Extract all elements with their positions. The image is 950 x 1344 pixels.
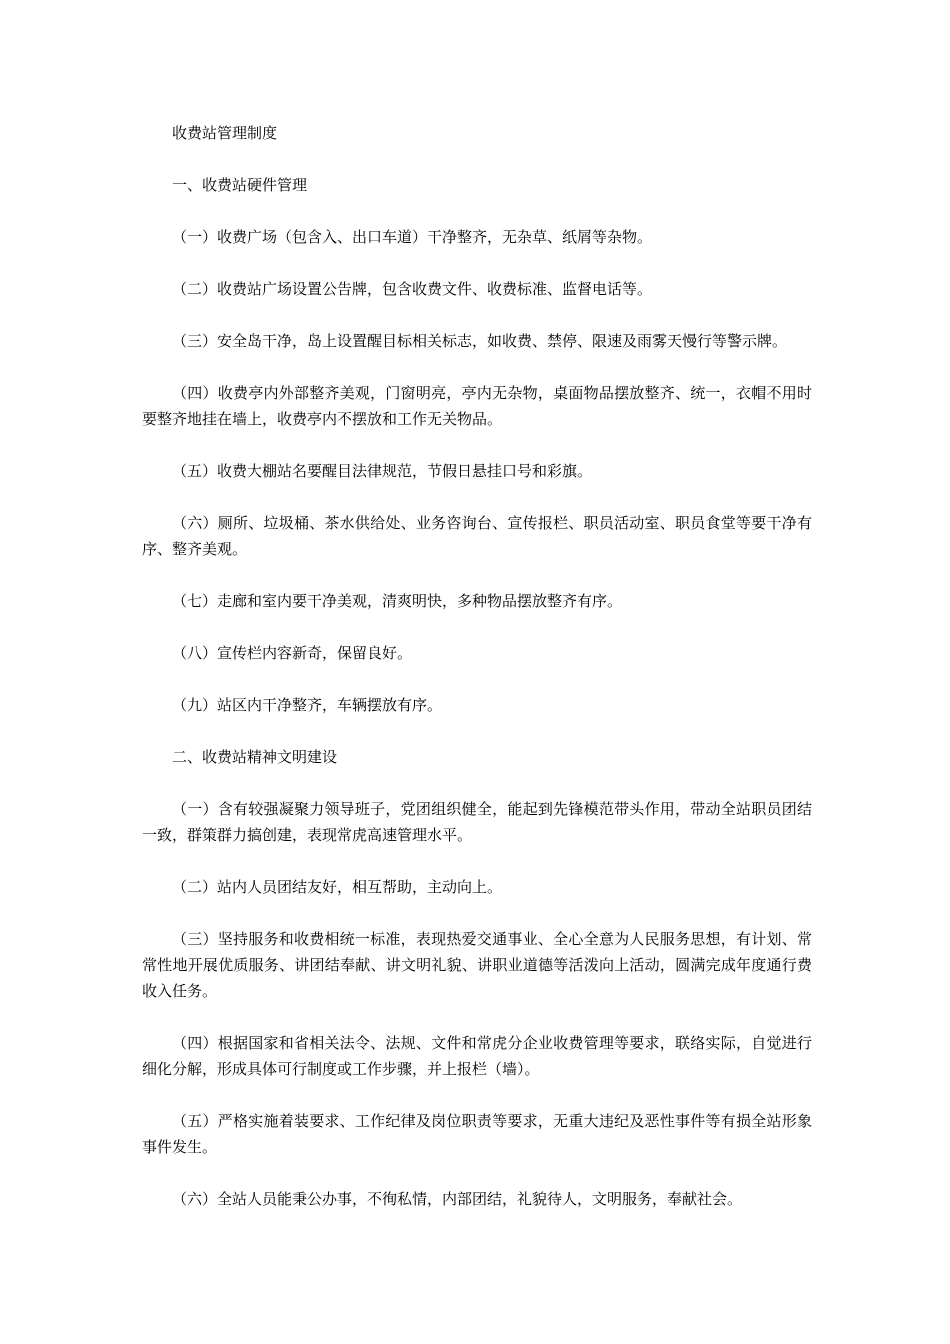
paragraph: （三）坚持服务和收费相统一标准，表现热爱交通事业、全心全意为人民服务思想，有计划、常常性地开展优质服务、讲团结奉献、讲文明礼貌、讲职业道德等活泼向上活动，圆满完成年度通行费收入任务。 [142, 930, 812, 1000]
paragraph: （二）站内人员团结友好，相互帮助，主动向上。 [172, 878, 503, 896]
paragraph: （四）收费亭内外部整齐美观，门窗明亮，亭内无杂物，桌面物品摆放整齐、统一，衣帽不用时要整齐地挂在墙上，收费亭内不摆放和工作无关物品。 [142, 384, 812, 428]
paragraph: （三）安全岛干净，岛上设置醒目标相关标志，如收费、禁停、限速及雨雾天慢行等警示牌。 [172, 332, 788, 350]
paragraph: （六）全站人员能秉公办事，不徇私情，内部团结，礼貌待人，文明服务，奉献社会。 [172, 1190, 743, 1208]
section-heading-hardware: 一、收费站硬件管理 [172, 176, 308, 194]
paragraph: （一）收费广场（包含入、出口车道）干净整齐，无杂草、纸屑等杂物。 [172, 228, 653, 246]
paragraph: （一）含有较强凝聚力领导班子，党团组织健全，能起到先锋模范带头作用，带动全站职员团结一致，群策群力搞创建，表现常虎高速管理水平。 [142, 800, 812, 844]
paragraph: （六）厕所、垃圾桶、茶水供给处、业务咨询台、宣传报栏、职员活动室、职员食堂等要干净有序、整齐美观。 [142, 514, 812, 558]
paragraph: （九）站区内干净整齐，车辆摆放有序。 [172, 696, 443, 714]
paragraph: （七）走廊和室内要干净美观，清爽明快，多种物品摆放整齐有序。 [172, 592, 623, 610]
document-page [142, 120, 812, 1238]
paragraph: （五）收费大棚站名要醒目法律规范，节假日悬挂口号和彩旗。 [172, 462, 593, 480]
paragraph: （四）根据国家和省相关法令、法规、文件和常虎分企业收费管理等要求，联络实际，自觉进行细化分解，形成具体可行制度或工作步骤，并上报栏（墙）。 [142, 1034, 812, 1078]
paragraph: （二）收费站广场设置公告牌，包含收费文件、收费标准、监督电话等。 [172, 280, 653, 298]
paragraph: （八）宣传栏内容新奇，保留良好。 [172, 644, 413, 662]
paragraph: （五）严格实施着装要求、工作纪律及岗位职责等要求，无重大违纪及恶性事件等有损全站形象事件发生。 [142, 1112, 812, 1156]
document-title: 收费站管理制度 [172, 124, 278, 142]
section-heading-civilization: 二、收费站精神文明建设 [172, 748, 338, 766]
